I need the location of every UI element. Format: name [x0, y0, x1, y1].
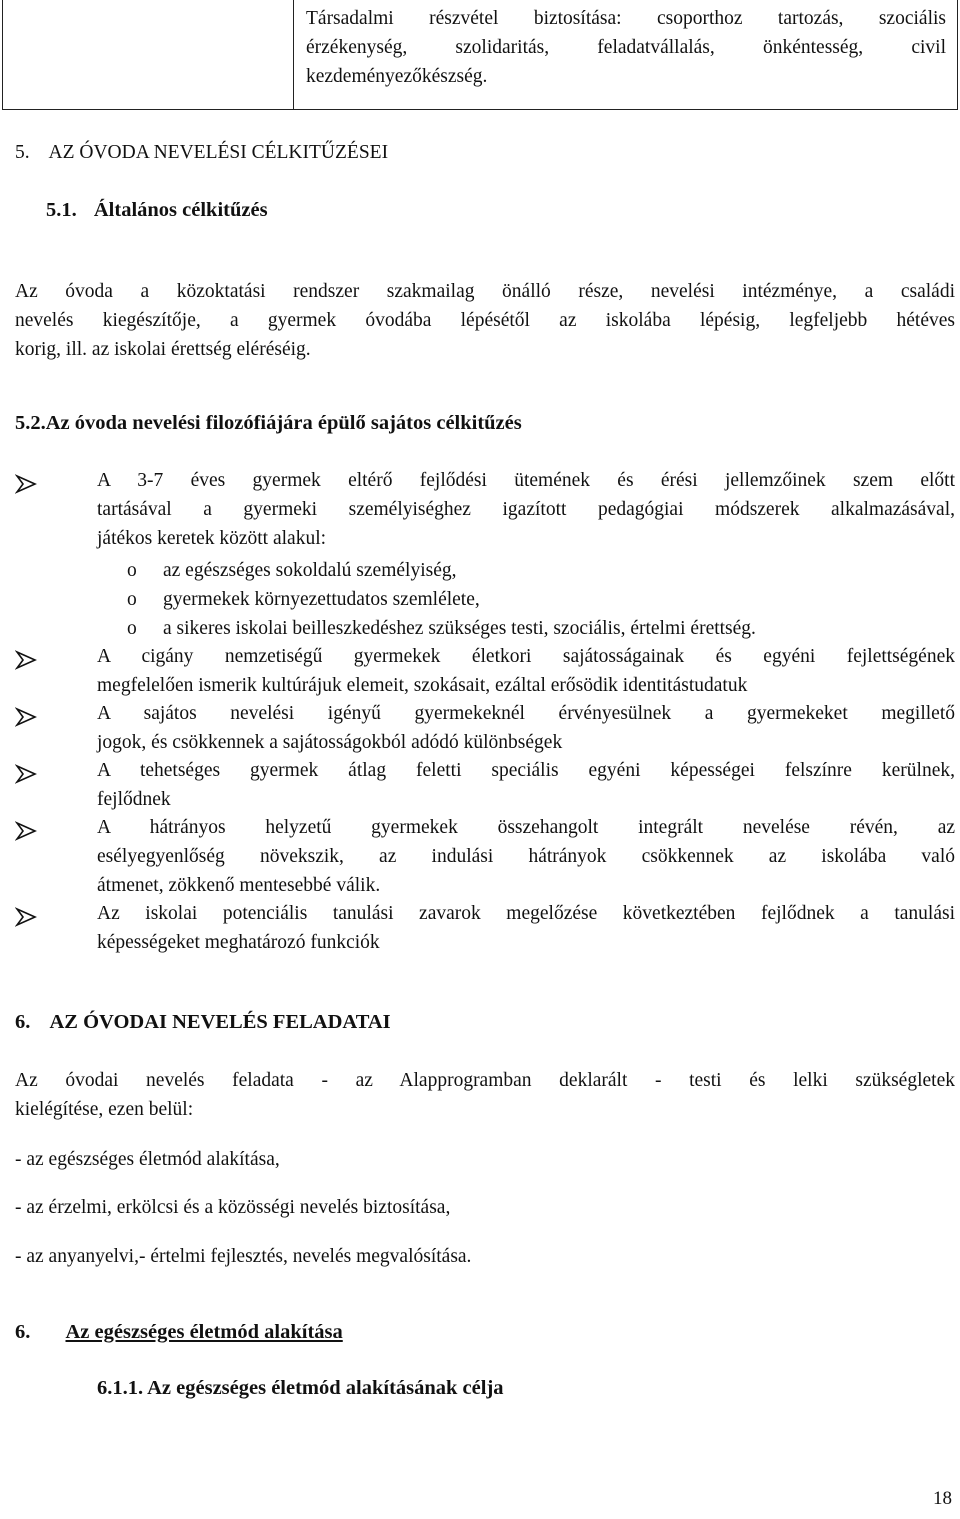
section-number: 5. — [15, 142, 30, 163]
arrow-bullet-icon — [15, 707, 37, 727]
heading-section-5 — [15, 142, 388, 164]
paragraph-line: Az óvodai nevelés feladata - az Alapprogramban deklarált - testi és lelki szükségletek — [15, 1070, 955, 1091]
bullet-line: fejlődnek — [97, 789, 171, 810]
section-title: Az egészséges életmód alakítása — [65, 1321, 343, 1343]
arrow-bullet-icon — [15, 474, 37, 494]
section-number: 5.1. — [46, 199, 77, 221]
bullet-line: jogok, és csökkennek a sajátosságokból adódó különbségek — [97, 732, 563, 753]
dash-item: - az anyanyelvi,- értelmi fejlesztés, nevelés megvalósítása. — [15, 1246, 472, 1267]
bullet-line: játékos keretek között alakul: — [97, 528, 327, 549]
arrow-bullet-icon — [15, 650, 37, 670]
paragraph-line: Az óvoda a közoktatási rendszer szakmailag önálló része, nevelési intézménye, a családi — [15, 281, 955, 302]
bullet-line: tartásával a gyermeki személyiséghez igazított pedagógiai módszerek alkalmazásával, — [97, 499, 955, 520]
heading-section-6 — [15, 1011, 391, 1034]
dash-item: - az érzelmi, erkölcsi és a közösségi nevelés biztosítása, — [15, 1197, 451, 1218]
bullet-line: A sajátos nevelési igényű gyermekeknél érvényesülnek a gyermekeket megillető — [97, 703, 955, 724]
arrow-bullet-icon — [15, 821, 37, 841]
paragraph-tasks — [15, 1066, 955, 1124]
sub-item: gyermekek környezettudatos szemlélete, — [163, 589, 480, 610]
table-cell-line: érzékenység, szolidaritás, feladatvállalás, önkéntesség, civil — [306, 37, 946, 58]
sub-item: a sikeres iskolai beilleszkedéshez szükséges testi, szociális, értelmi érettség. — [163, 618, 756, 639]
section-title: AZ ÓVODA NEVELÉSI CÉLKITŰZÉSEI — [48, 142, 389, 163]
page-number: 18 — [933, 1488, 952, 1509]
bullet-line: A tehetséges gyermek átlag feletti speciális egyéni képességei felszínre kerülnek, — [97, 760, 955, 781]
arrow-bullet-icon — [15, 764, 37, 784]
bullet-item — [97, 466, 955, 553]
bullet-line: képességeket meghatározó funkciók — [97, 932, 380, 953]
bullet-line: átmenet, zökkenő mentesebbé válik. — [97, 875, 381, 896]
heading-section-5-2: 5.2.Az óvoda nevelési filozófiájára épülő sajátos célkitűzés — [15, 412, 522, 434]
bullet-item — [97, 699, 955, 757]
arrow-bullet-icon — [15, 907, 37, 927]
bullet-line: Az iskolai potenciális tanulási zavarok megelőzése következtében fejlődnek a tanulási — [97, 903, 955, 924]
table-column-divider — [293, 0, 294, 110]
paragraph-line: kielégítése, ezen belül: — [15, 1099, 194, 1120]
sub-bullet-marker: o — [127, 618, 137, 639]
bullet-item — [97, 813, 955, 900]
bullet-line: A cigány nemzetiségű gyermekek életkori sajátosságainak és egyéni fejlettségének — [97, 646, 955, 667]
table-cell-line: Társadalmi részvétel biztosítása: csoporthoz tartozás, szociális — [306, 8, 946, 29]
heading-section-6-1-1: 6.1.1. Az egészséges életmód alakításának célja — [97, 1377, 504, 1399]
paragraph-line: korig, ill. az iskolai érettség eléréséig. — [15, 339, 311, 360]
heading-section-5-1 — [46, 199, 268, 222]
bullet-line: A 3-7 éves gyermek eltérő fejlődési ütemének és érési jellemzőinek szem előtt — [97, 470, 955, 491]
bullet-item — [97, 756, 955, 814]
section-number: 6. — [15, 1321, 31, 1343]
paragraph-line: nevelés kiegészítője, a gyermek óvodába lépésétől az iskolába lépésig, legfeljebb hétéves — [15, 310, 955, 331]
table-cell-line: kezdeményezőkészség. — [306, 66, 488, 87]
section-title: AZ ÓVODAI NEVELÉS FELADATAI — [49, 1011, 391, 1033]
sub-bullet-marker: o — [127, 560, 137, 581]
bullet-item — [97, 642, 955, 700]
heading-section-6-healthy — [15, 1321, 343, 1344]
dash-item: - az egészséges életmód alakítása, — [15, 1149, 280, 1170]
bullet-line: megfelelően ismerik kultúrájuk elemeit, szokásait, ezáltal erősödik identitástudatuk — [97, 675, 748, 696]
sub-bullet-marker: o — [127, 589, 137, 610]
table-cell-text — [306, 4, 946, 91]
bullet-line: A hátrányos helyzetű gyermekek összehangolt integrált nevelése révén, az — [97, 817, 955, 838]
paragraph-general-goal — [15, 277, 955, 364]
bullet-line: esélyegyenlőség növekszik, az indulási hátrányok csökkennek az iskolába való — [97, 846, 955, 867]
section-number: 6. — [15, 1011, 31, 1033]
sub-item: az egészséges sokoldalú személyiség, — [163, 560, 457, 581]
bullet-item — [97, 899, 955, 957]
section-title: Általános célkitűzés — [93, 199, 268, 221]
